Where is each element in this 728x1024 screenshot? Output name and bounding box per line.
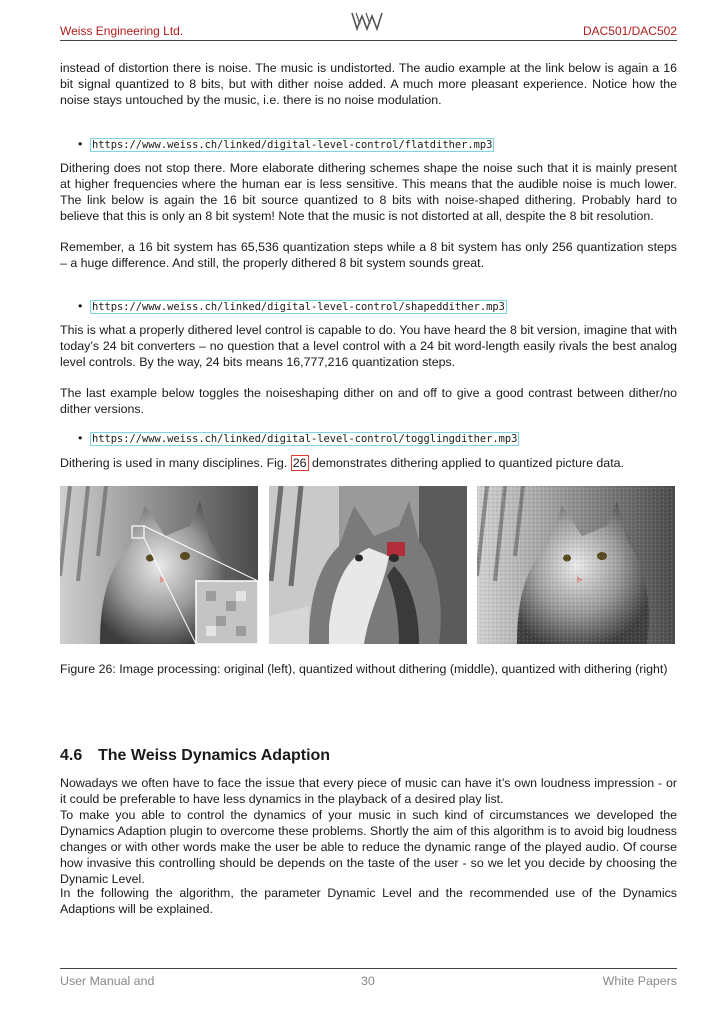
figure-caption: Figure 26: Image processing: original (left), quantized without dithering (middle), quantized with dithering (right) (60, 662, 668, 676)
bullet: • (78, 137, 83, 151)
section-paragraph-2: To make you able to control the dynamics of your music in such kind of circumstances we developed the Dynamics Adaption plugin to overcome these problems. Shortly the aim of this algorithm is to avoid big loudness changes or with other words make the user be able to reduce the dynamic range of the played audio. Of course how invasive this controlling should be depends on the taste of the user - so we let you decide by choosing the Dynamic Level. (60, 808, 677, 886)
figure-image-original (60, 486, 258, 644)
figure-ref-text-after: demonstrates dithering applied to quantized picture data. (308, 456, 624, 470)
footer-right: White Papers (602, 974, 677, 988)
weiss-logo-icon (350, 10, 384, 32)
paragraph-24bit: This is what a properly dithered level control is capable to do. You have heard the 8 bit version, imagine that with today’s 24 bit converters – no question that a level control with a 24 bit word-length easily rivals the best analog level controls. By the way, 24 bits means 16,777,216 quantization steps. (60, 323, 677, 369)
page-header (60, 22, 677, 40)
list-item-shapeddither (78, 298, 507, 315)
paragraph-quantization-steps: Remember, a 16 bit system has 65,536 quantization steps while a 8 bit system has only 256 quantization steps – a huge difference. And still, the properly dithered 8 bit system sounds great. (60, 240, 677, 270)
header-model: DAC501/DAC502 (582, 24, 677, 38)
bullet: • (78, 299, 83, 313)
link-shapeddither[interactable]: https://www.weiss.ch/linked/digital-level-control/shapeddither.mp3 (92, 301, 505, 313)
footer-rule (60, 968, 677, 969)
figure-image-quantized (269, 486, 467, 644)
list-item-flatdither (78, 136, 494, 153)
paragraph-noise-shaping: Dithering does not stop there. More elaborate dithering schemes shape the noise such that it is mainly present at higher frequencies where the human ear is less sensitive. This means that the audible noise is much lower. The link below is again the 16 bit source quantized to 8 bits with noise-shaped dithering. Probably hard to believe that this is only an 8 bit system! Note that the music is not distorted at all, despite the 8 bit resolution. (60, 161, 677, 223)
section-heading (60, 747, 330, 765)
link-togglingdither[interactable]: https://www.weiss.ch/linked/digital-level-control/togglingdither.mp3 (92, 433, 518, 445)
bullet: • (78, 431, 83, 445)
section-paragraph-3: In the following the algorithm, the parameter Dynamic Level and the recommended use of the Dynamics Adaptions will be explained. (60, 886, 677, 916)
section-title: The Weiss Dynamics Adaption (98, 747, 331, 764)
page-number: 30 (361, 974, 375, 988)
section-paragraph-1: Nowadays we often have to face the issue that every piece of music can have it’s own loudness impression - or it could be preferable to have less dynamics in the playback of a desired play list. (60, 776, 677, 806)
paragraph-noise: instead of distortion there is noise. The music is undistorted. The audio example at the link below is again a 16 bit signal quantized to 8 bits, but with dither noise added. A much more pleasant experience. Notice how the noise stays untouched by the music, i.e. there is no noise modulation. (60, 61, 677, 107)
paragraph-toggle: The last example below toggles the noiseshaping dither on and off to give a good contrast between dither/no dither versions. (60, 386, 677, 416)
figure-ref-text-before: Dithering is used in many disciplines. Fig. (60, 456, 291, 470)
figure-image-dithered (477, 486, 675, 644)
paragraph-figure-ref (60, 456, 677, 472)
section-number: 4.6 (60, 747, 83, 764)
list-item-togglingdither (78, 430, 519, 447)
header-company: Weiss Engineering Ltd. (60, 24, 184, 38)
footer-left: User Manual and (60, 974, 155, 988)
header-rule (60, 40, 677, 41)
figure-ref-link[interactable]: 26 (292, 456, 307, 470)
link-flatdither[interactable]: https://www.weiss.ch/linked/digital-level-control/flatdither.mp3 (92, 139, 493, 151)
